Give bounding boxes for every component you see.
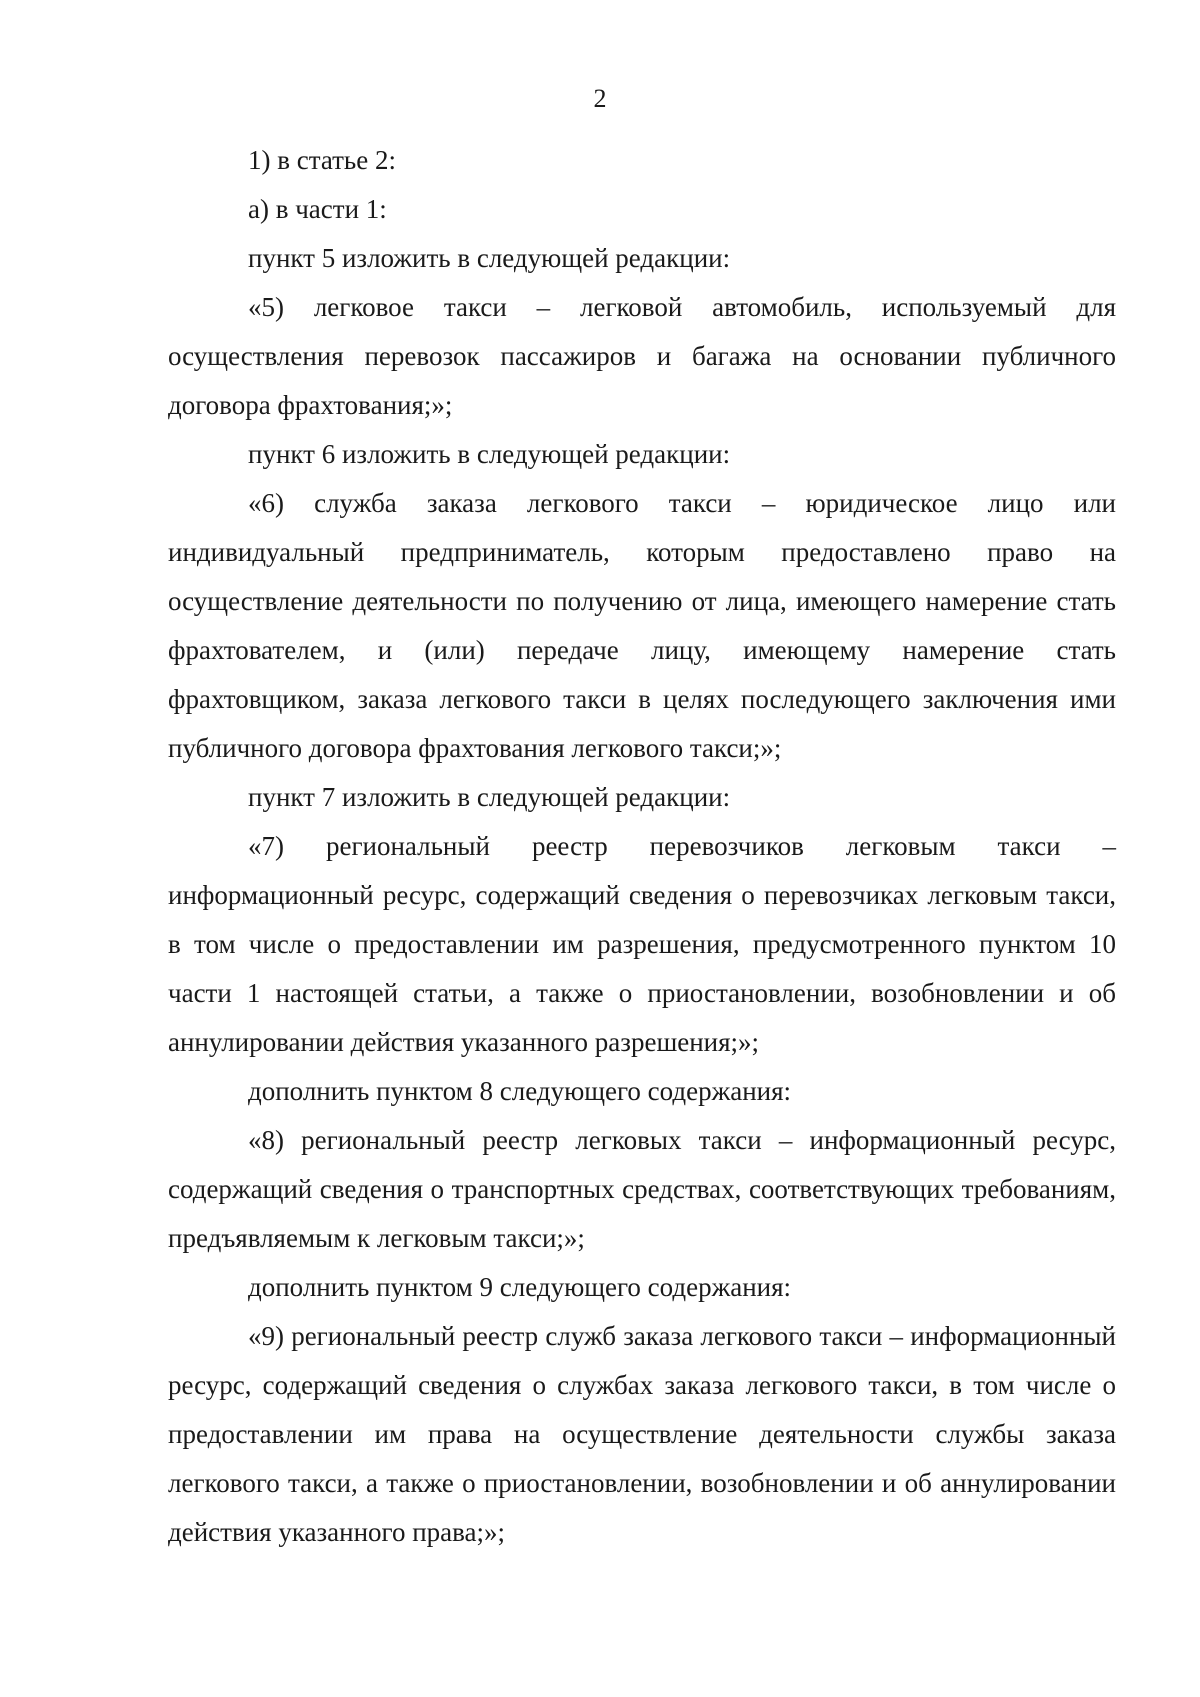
document-body bbox=[168, 136, 1116, 1557]
paragraph-item-5-text: «5) легковое такси – легковой автомобиль, используемый для осуществления перевозок пассажиров и багажа на основании публичного договора фрахтования;»; bbox=[168, 292, 1116, 420]
page-number: 2 bbox=[593, 84, 607, 113]
paragraph-article-2: 1) в статье 2: bbox=[248, 145, 396, 175]
paragraph-item-8-intro: дополнить пунктом 8 следующего содержания: bbox=[248, 1076, 792, 1106]
paragraph-item-9-intro: дополнить пунктом 9 следующего содержания: bbox=[248, 1272, 792, 1302]
paragraph-item-8-text: «8) региональный реестр легковых такси – информационный ресурс, содержащий сведения о транспортных средствах, соответствующих требованиям, предъявляемым к легковым такси;»; bbox=[168, 1125, 1116, 1253]
paragraph-item-9-text: «9) региональный реестр служб заказа легкового такси – информационный ресурс, содержащий сведения о службах заказа легкового такси, в том числе о предоставлении им права на осуществление деятельности службы заказа легкового такси, а также о приостановлении, возобновлении и об аннулировании действия указанного права;»; bbox=[168, 1321, 1116, 1547]
paragraph-part-1: а) в части 1: bbox=[248, 194, 387, 224]
paragraph-item-6-text: «6) служба заказа легкового такси – юридическое лицо или индивидуальный предприниматель, которым предоставлено право на осуществление деятельности по получению от лица, имеющего намерение стать фрахтователем, и (или) передаче лицу, имеющему намерение стать фрахтовщиком, заказа легкового такси в целях последующего заключения ими публичного договора фрахтования легкового такси;»; bbox=[168, 488, 1116, 763]
paragraph-item-5-intro: пункт 5 изложить в следующей редакции: bbox=[248, 243, 731, 273]
paragraph-item-7-intro: пункт 7 изложить в следующей редакции: bbox=[248, 782, 731, 812]
paragraph-item-7-text: «7) региональный реестр перевозчиков легковым такси – информационный ресурс, содержащий сведения о перевозчиках легковым такси, в том числе о предоставлении им разрешения, предусмотренного пунктом 10 части 1 настоящей статьи, а также о приостановлении, возобновлении и об аннулировании действия указанного разрешения;»; bbox=[168, 831, 1116, 1057]
paragraph-item-6-intro: пункт 6 изложить в следующей редакции: bbox=[248, 439, 731, 469]
